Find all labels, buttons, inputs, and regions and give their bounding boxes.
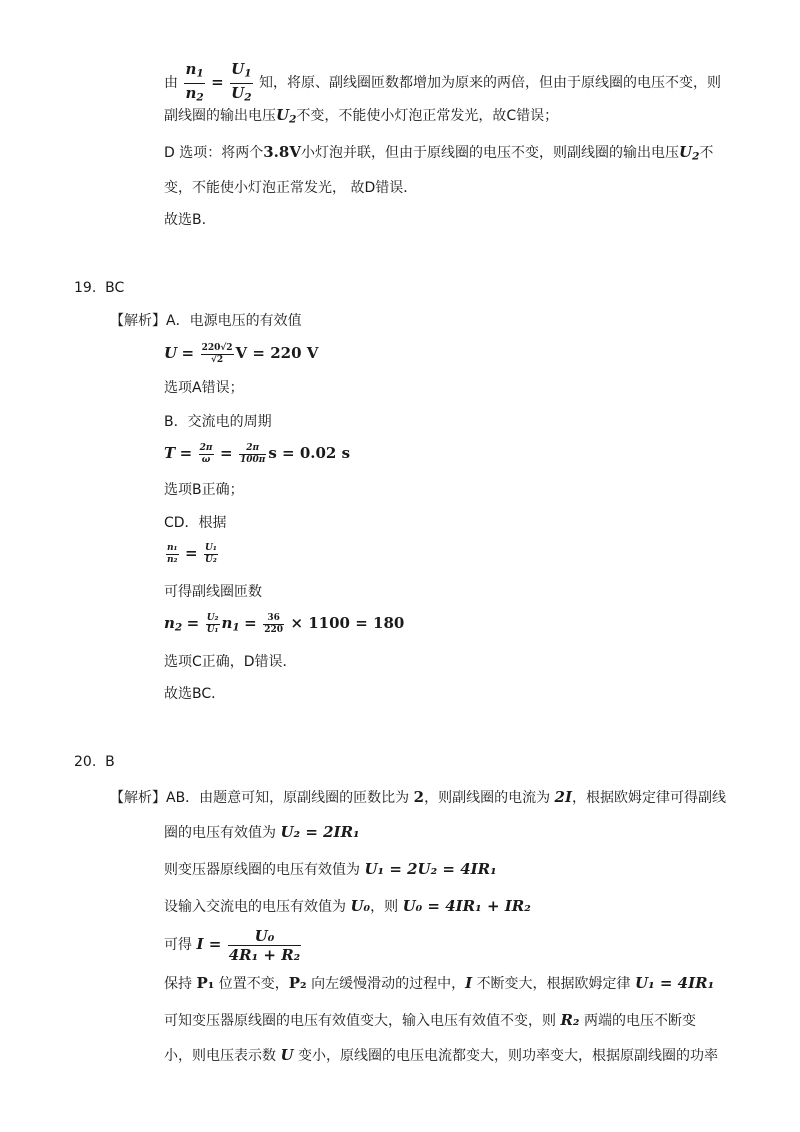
eq2-f1-num: 2π	[199, 442, 213, 453]
q20-l3-pre: 则变压器原线圈的电压有效值为	[164, 862, 360, 878]
eq1-num: 220√2	[201, 342, 233, 353]
eq1-fraction	[201, 343, 234, 366]
q19-number: 19.	[74, 280, 97, 296]
q20-l5-den: 4R₁ + R₂	[228, 945, 301, 964]
frac-n2: n	[185, 83, 197, 102]
q20-l8-u: U	[280, 1046, 294, 1064]
eq4-mid-sub: 1	[232, 621, 240, 634]
q20-l4-var: U₀	[350, 897, 371, 915]
prev-line-4: 变，不能使小灯泡正常发光， 故D错误．	[164, 180, 418, 196]
frac-n1: n	[185, 60, 197, 78]
eq3-equals: =	[184, 544, 198, 562]
q20-l5-lhs: I =	[196, 935, 222, 953]
q19-header	[74, 278, 124, 298]
eq2-fraction-1	[199, 443, 214, 466]
q20-answer: B	[105, 754, 115, 770]
prev-l3-var	[679, 143, 699, 161]
q20-l3-eq: U₁ = 2U₂ = 4IR₁	[364, 860, 497, 878]
q20-l5-pre: 可得	[164, 937, 192, 953]
q20-ratio: 2	[413, 788, 425, 806]
q19-cd-line: CD．根据	[164, 515, 227, 531]
prev-line-2	[164, 105, 558, 130]
eq3-fraction-right	[204, 543, 218, 566]
q19-b-result: 选项B正确；	[164, 482, 244, 498]
q20-line-4	[164, 896, 531, 917]
q20-r2: R₂	[560, 1011, 580, 1029]
frac-u2-sub: 2	[244, 91, 252, 104]
prev-l3-pre: D 选项：将两个	[164, 145, 264, 161]
q19-final: 故选BC．	[164, 686, 226, 702]
eq3-fraction-left	[166, 543, 179, 566]
prev-l2-var-sub: 2	[289, 113, 297, 126]
q20-l6-b: 向左缓慢滑动的过程中，	[311, 976, 466, 992]
q20-l8-pre: 小，则电压表示数	[164, 1048, 276, 1064]
eq1-rhs: V = 220 V	[235, 344, 319, 362]
eq4-f1-num: U₂	[206, 612, 219, 623]
q19-cd-mid: 可得副线圈匝数	[164, 584, 262, 600]
q20-line-5	[164, 924, 303, 965]
q20-l4-pre: 设输入交流电的电压有效值为	[164, 899, 346, 915]
q19-answer: BC	[105, 280, 125, 296]
prev-l1-post: 知，将原、副线圈匝数都增加为原来的两倍，但由于原线圈的电压不变，则	[259, 75, 722, 92]
q20-p1: P₁	[196, 974, 215, 992]
q20-l7-pre: 可知变压器原线圈的电压有效值变大，输入电压有效值不变，则	[164, 1013, 556, 1029]
q20-line-1	[110, 787, 726, 808]
equals-sign: =	[211, 73, 224, 92]
q20-l6-c: 不断变大，根据欧姆定律	[476, 976, 631, 992]
q20-l7-post: 两端的电压不断变	[583, 1013, 696, 1029]
eq3-den-right: U₂	[204, 554, 217, 565]
q19-eq1	[164, 340, 318, 367]
q20-line-7	[164, 1010, 696, 1031]
prev-line-5: 故选B.	[164, 212, 207, 228]
prev-l2-post: 不变，不能使小灯泡正常发光，故C错误；	[296, 108, 559, 124]
prev-l2-var-letter: U	[276, 106, 290, 124]
eq4-mid-letter: n	[221, 614, 233, 632]
ratio-n-fraction	[184, 60, 204, 106]
frac-n2-sub: 2	[196, 91, 204, 104]
q19-eq3	[164, 540, 220, 567]
eq4-f2-num: 36	[263, 613, 284, 625]
eq4-rhs: × 1100 = 180	[290, 614, 405, 632]
q20-l2-eq: U₂ = 2IR₁	[280, 823, 360, 841]
q19-cd-result: 选项C正确，D错误．	[164, 654, 297, 670]
prev-l2-var	[276, 106, 296, 124]
prev-l2-pre: 副线圈的输出电压	[164, 108, 276, 124]
q20-p2: P₂	[288, 974, 307, 992]
eq2-lhs: T	[164, 444, 176, 462]
eq2-rhs: s = 0.02 s	[268, 444, 351, 462]
q20-l5-num: U₀	[228, 927, 302, 946]
prev-line-1	[164, 60, 721, 106]
q19-eq4	[164, 610, 404, 641]
ratio-u-fraction	[230, 60, 252, 106]
q20-l8-post: 变小，原线圈的电压电流都变大，则功率变大，根据原副线圈的功率	[298, 1048, 718, 1064]
prev-l3-post: 不	[699, 145, 714, 161]
q19-a-result: 选项A错误；	[164, 380, 244, 396]
prev-l1-pre: 由	[164, 75, 178, 92]
eq4-mid	[222, 614, 240, 632]
q19-a-line: A．电源电压的有效值	[166, 313, 302, 329]
q20-l6-i: I	[465, 974, 473, 992]
q20-l4-mid: ，则	[370, 899, 399, 915]
frac-n1-sub: 1	[196, 67, 204, 80]
q20-l6-pre: 保持	[164, 976, 192, 992]
eq3-num-right: U₁	[204, 542, 217, 553]
q20-current: 2I	[554, 788, 572, 806]
q20-line-3	[164, 859, 497, 880]
eq3-num-left: n₁	[167, 542, 178, 553]
q20-l1-mid: ，则副线圈的电流为	[424, 790, 551, 806]
prev-l3-mid: 小灯泡并联，但由于原线圈的电压不变，则副线圈的输出电压	[300, 145, 679, 161]
q20-l6-a: 位置不变，	[218, 976, 289, 992]
eq2-f2-den: 100π	[240, 454, 266, 465]
eq2-f1-den: ω	[201, 454, 211, 465]
q20-line-2	[164, 822, 360, 843]
eq2-f2-num: 2π	[239, 443, 266, 455]
q20-current-fraction	[228, 927, 302, 964]
prev-l3-value: 3.8V	[263, 143, 301, 161]
q20-number: 20.	[74, 754, 97, 770]
eq4-f2-den: 220	[264, 624, 283, 635]
eq3-den-left: n₂	[167, 554, 178, 565]
frac-u2: U	[231, 83, 245, 102]
eq1-lhs: U	[164, 344, 178, 362]
prev-l3-var-sub: 2	[692, 150, 700, 163]
q19-eq2	[164, 440, 350, 467]
eq4-fraction-1	[206, 613, 220, 636]
q20-l6-eq: U₁ = 4IR₁	[635, 974, 715, 992]
eq1-den: √2	[210, 354, 224, 365]
q19-tag: 【解析】	[110, 313, 166, 329]
q20-header	[74, 752, 115, 772]
eq4-equals-1: =	[186, 614, 200, 632]
q19-line-a	[110, 311, 302, 331]
q20-l1-post: ，根据欧姆定律可得副线	[572, 790, 726, 806]
q20-l4-eq: U₀ = 4IR₁ + IR₂	[402, 897, 531, 915]
prev-line-3	[164, 142, 713, 167]
frac-u1-sub: 1	[244, 67, 252, 80]
eq2-fraction-2	[239, 443, 266, 466]
prev-l3-var-letter: U	[678, 143, 693, 161]
eq2-equals-1: =	[179, 444, 193, 462]
eq4-fraction-2	[263, 613, 284, 636]
q20-line-8	[164, 1045, 718, 1066]
q19-b-line: B．交流电的周期	[164, 414, 272, 430]
eq4-equals-2: =	[244, 614, 257, 632]
eq1-equals: =	[181, 344, 195, 362]
q20-l1-pre: AB．由题意可知，原副线圈的匝数比为	[166, 790, 410, 806]
eq4-lhs-sub: 2	[174, 621, 183, 634]
frac-u1: U	[231, 60, 245, 78]
eq4-lhs-letter: n	[164, 614, 175, 632]
q20-line-6	[164, 973, 714, 994]
eq2-equals-2: =	[219, 444, 233, 462]
eq4-f1-den: U₁	[206, 624, 219, 635]
q20-tag: 【解析】	[110, 790, 166, 806]
eq4-lhs	[164, 614, 182, 632]
q20-l2-pre: 圈的电压有效值为	[164, 825, 276, 841]
